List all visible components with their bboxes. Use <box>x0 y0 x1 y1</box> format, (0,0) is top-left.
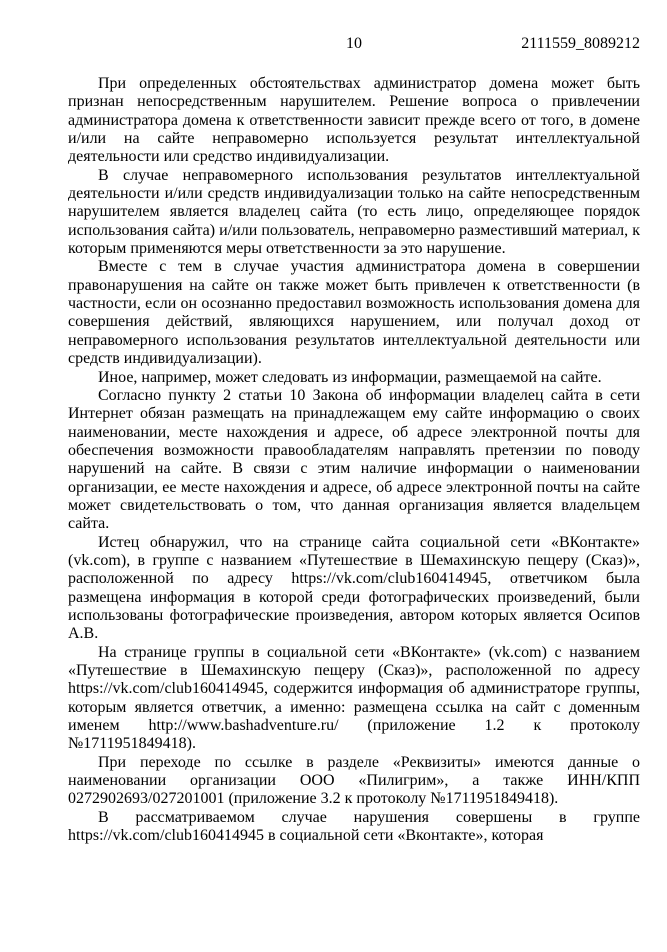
document-body <box>68 75 640 845</box>
paragraph-law-article-10: Согласно пункту 2 статьи 10 Закона об информации владелец сайта в сети Интернет обязан размещать на принадлежащем ему сайте информацию о своих наименовании, месте нахождения и адресе, об адресе электронной почты для обеспечения возможности правообладателям направлять претензии по поводу нарушений на сайте. В связи с этим наличие информации о наименовании организации, ее месте нахождения и адресе, об адресе электронной почты на сайте может свидетельствовать о том, что данная организация является владельцем сайта. <box>68 386 640 533</box>
paragraph-violations-in-group: В рассматриваемом случае нарушения совершены в группе https://vk.com/club160414945 в социальной сети «Вконтакте», которая <box>68 808 640 845</box>
paragraph-other-info: Иное, например, может следовать из информации, размещаемой на сайте. <box>98 368 602 386</box>
page-number: 10 <box>346 35 362 52</box>
paragraph-site-owner-violator: В случае неправомерного использования результатов интеллектуальной деятельности и/или средств индивидуализации только на сайте непосредственным нарушителем является владелец сайта (то есть лицо, определяющее порядок использования сайта) и/или пользователь, неправомерно разместивший материал, к которым применяются меры ответственности за это нарушение. <box>68 166 640 258</box>
paragraph-group-admin-link: На странице группы в социальной сети «ВКонтакте» (vk.com) с названием «Путешествие в Шемахинскую пещеру (Сказ)», расположенной по адресу https://vk.com/club160414945, содержится информация об администраторе группы, которым является ответчик, а именно: размещена ссылка на сайт с доменным именем http://www.bashadventure.ru/ (приложение 1.2 к протоколу №1711951849418). <box>68 643 640 753</box>
document-id: 2111559_8089212 <box>521 35 640 52</box>
page-header <box>68 35 640 55</box>
paragraph-admin-participation: Вместе с тем в случае участия администратора домена в совершении правонарушения на сайте он также может быть привлечен к ответственности (в частности, если он осознанно предоставил возможность использования домена для совершения действий, являющихся нарушением, или получал доход от неправомерного использования результатов интеллектуальной деятельности или средств индивидуализации). <box>68 258 640 368</box>
paragraph-domain-admin-liability: При определенных обстоятельствах администратор домена может быть признан непосредственным нарушителем. Решение вопроса о привлечении администратора домена к ответственности зависит прежде всего от того, в домене и/или на сайте неправомерно используется результат интеллектуальной деятельности или средство индивидуализации. <box>68 75 640 166</box>
paragraph-plaintiff-discovery: Истец обнаружил, что на странице сайта социальной сети «ВКонтакте» (vk.com), в группе с названием «Путешествие в Шемахинскую пещеру (Сказ)», расположенной по адресу https://vk.com/club160414945, ответчиком была размещена информация в которой среди фотографических произведений, были использованы фотографические произведения, автором которых является Осипов А.В. <box>68 533 640 643</box>
paragraph-requisites-inn-kpp: При переходе по ссылке в разделе «Реквизиты» имеются данные о наименовании организации ООО «Пилигрим», а также ИНН/КПП 0272902693/027201001 (приложение 3.2 к протоколу №1711951849418). <box>68 753 640 808</box>
